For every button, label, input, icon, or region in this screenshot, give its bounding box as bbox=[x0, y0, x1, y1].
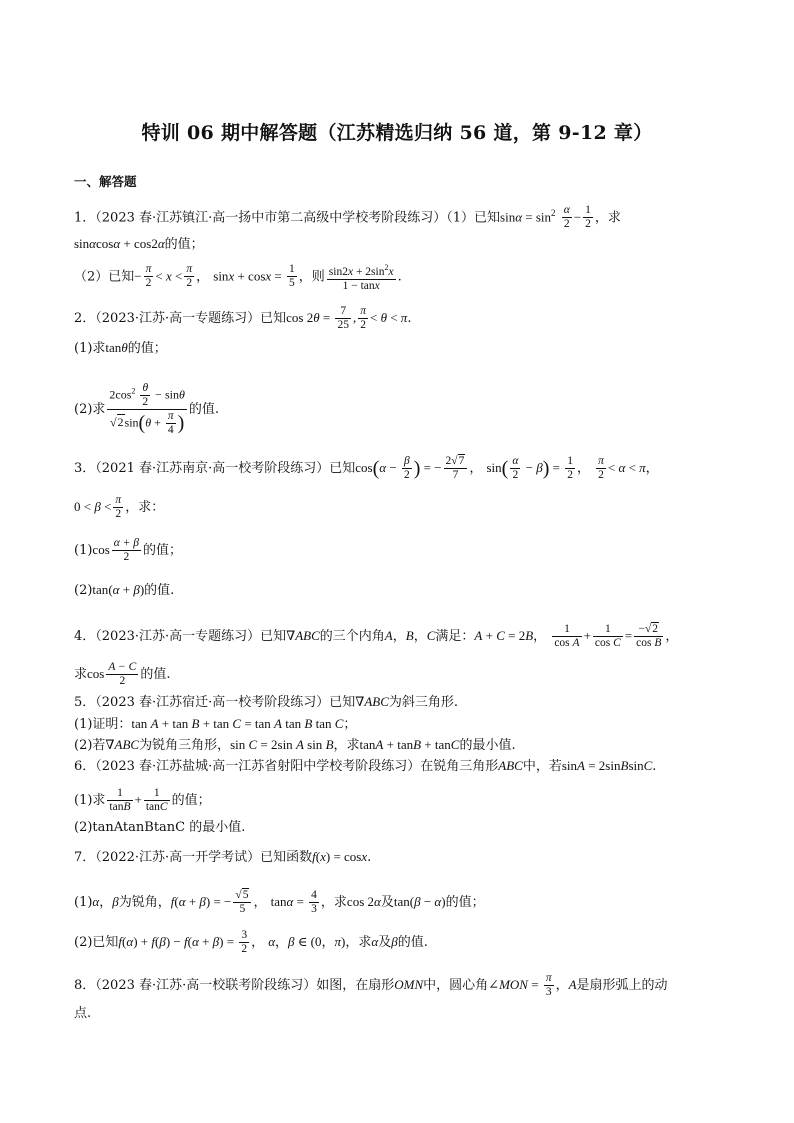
problem-1-line-3: （2）已知− $\frac{\pi}{2}$ < x < $\frac{\pi}{2}$ ， sinx + cosx = $\frac{1}{5}$ ，则 $\frac{\sin 2x + 2\sin^2x}{1 - \tan x}$ . bbox=[74, 263, 402, 292]
problem-5-part-1: (1)证明：tan A + tan B + tan C = tan A tan B tan C； bbox=[74, 716, 357, 732]
problem-8-line-2: 点. bbox=[74, 1006, 92, 1021]
problem-1-line-2: sinαcosα + cos2α的值； bbox=[74, 236, 204, 252]
problem-7-line-1: 7．（2022·江苏·高一开学考试）已知函数f(x) = cosx. bbox=[74, 849, 372, 865]
problem-8-line-1: 8．（2023 春·江苏·高一校联考阶段练习）如图，在扇形OMN中，圆心角∠MON = $\frac{\pi}{3}$ ，A是扇形弧上的动 bbox=[74, 972, 668, 998]
problem-5-part-2: (2)若∇ABC为锐角三角形，sin C = 2sin A sin B，求tanA + tanB + tanC的最小值. bbox=[74, 737, 516, 753]
problem-2-part-1: (1)求tanθ的值； bbox=[74, 340, 167, 356]
problem-4-line-1: 4．（2023·江苏·高一专题练习）已知∇ABC的三个内角A，B，C满足：A + C = 2B， $\frac{1}{\text{cos A}}$ + $\frac{1}{\text{cos C}}$ = $\frac{-√2}{\text{cos B}}$ ， bbox=[74, 623, 679, 649]
problem-6-part-1: (1)求 $\frac{1}{\tan B}$ + $\frac{1}{\tan C}$ 的值； bbox=[74, 787, 211, 813]
problem-5-line-1: 5．（2023 春·江苏宿迁·高一校考阶段练习）已知∇ABC为斜三角形. bbox=[74, 694, 459, 710]
problem-1-line-1: 1．（2023 春·江苏镇江·高一扬中市第二高级中学校考阶段练习）（1）已知$\sin\alpha = \sin^2$ $\frac{\alpha}{2}$ − $\frac{1}{2}$ ，求 bbox=[74, 204, 621, 231]
problem-3-line-1: 3．（2021 春·江苏南京·高一校考阶段练习）已知cos(α − $\frac{\beta}{2}$ ) = − $\frac{2√7}{7}$ ， sin( $\frac{\alpha}{2}$ − β) = $\frac{1}{2}$ ， $\frac{\pi}{2}$ < α < π， bbox=[74, 455, 659, 481]
problem-2-line-1: 2．（2023·江苏·高一专题练习）已知cos 2θ = $\frac{7}{25}$ , $\frac{\pi}{2}$ < θ < π. bbox=[74, 305, 412, 331]
problem-7-part-1: (1)α，β为锐角，f(α + β) = − $\frac{√5}{5}$ ， tanα = $\frac{4}{3}$ ，求cos 2α及tan(β − α)的值； bbox=[74, 889, 485, 915]
problem-3-line-2: 0 < β < $\frac{\pi}{2}$ ，求： bbox=[74, 494, 165, 520]
section-heading: 一、解答题 bbox=[74, 174, 137, 189]
problem-3-part-2: (2)tan(α + β)的值. bbox=[74, 582, 175, 598]
problem-6-line-1: 6．（2023 春·江苏盐城·高一江苏省射阳中学校考阶段练习）在锐角三角形ABC中，若sinA = 2sinBsinC. bbox=[74, 758, 657, 774]
problem-6-part-2: (2)tanAtanBtanC 的最小值. bbox=[74, 820, 246, 835]
page-title: 特训 06 期中解答题（江苏精选归纳 56 道，第 9-12 章） bbox=[141, 122, 653, 144]
problem-4-line-2: 求cos $\frac{A - C}{2}$ 的值. bbox=[74, 661, 171, 687]
problem-2-part-2: (2)求 $2\cos^2$ $\frac{\theta}{2}$ − sinθ √2sin(θ + $\frac{\pi}{4}$ ) 的值. bbox=[74, 382, 219, 436]
problem-3-part-1: (1)cos $\frac{\alpha + \beta}{2}$ 的值； bbox=[74, 537, 183, 563]
problem-7-part-2: (2)已知f(α) + f(β) − f(α + β) = $\frac{3}{2}$ ， α，β ∈ (0，π)，求α及β的值. bbox=[74, 929, 428, 955]
